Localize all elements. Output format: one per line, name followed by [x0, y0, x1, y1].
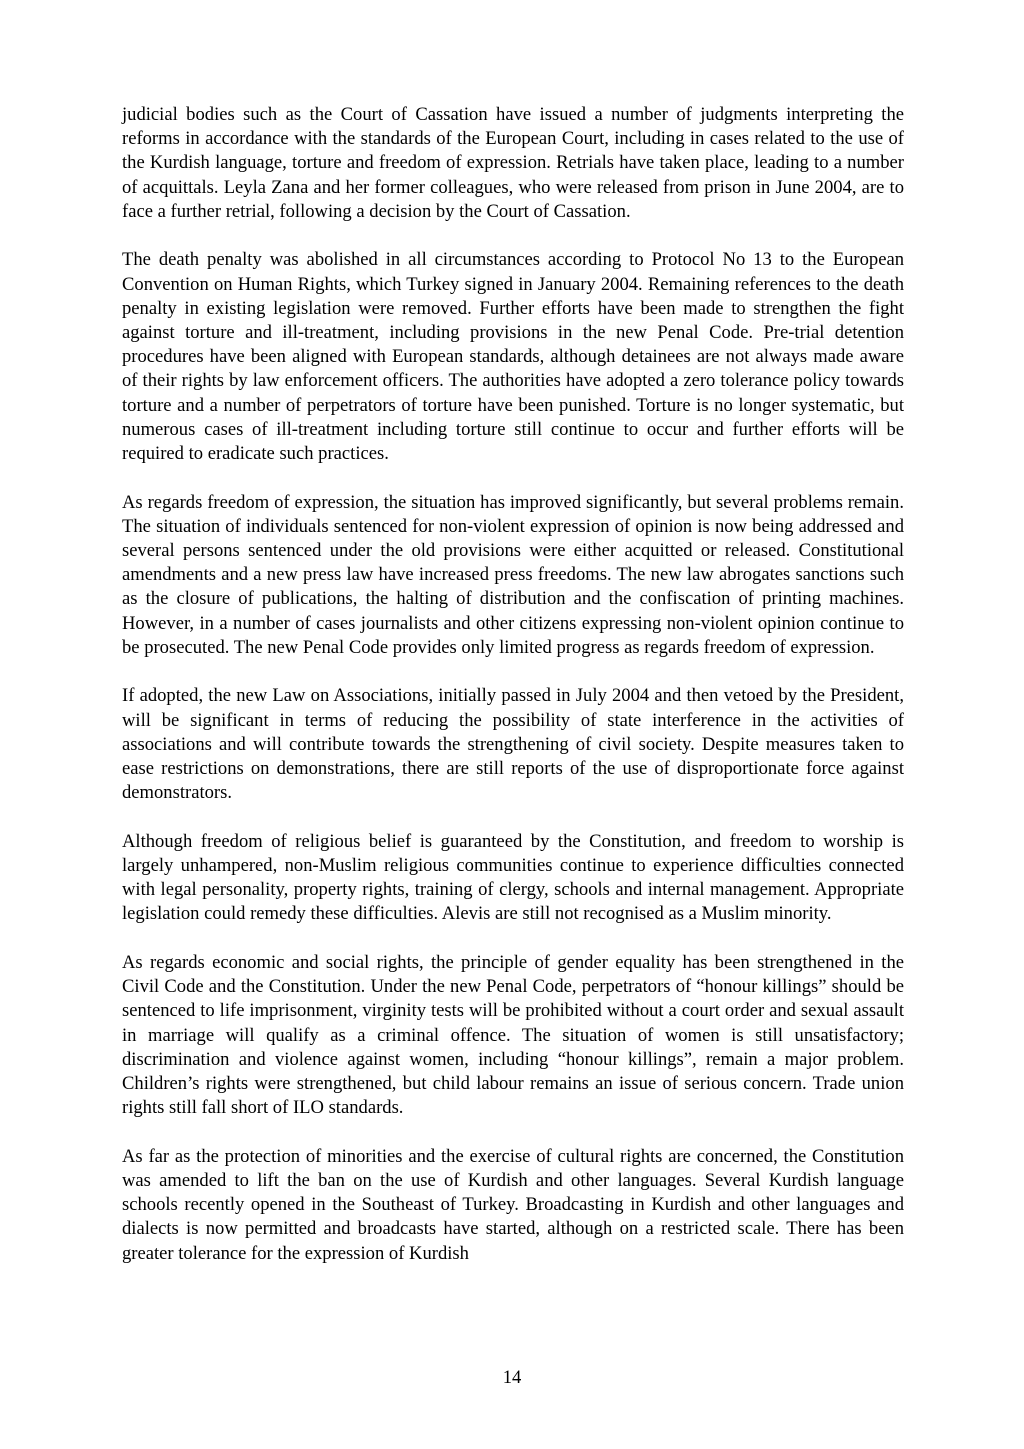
- paragraph-freedom-of-expression: As regards freedom of expression, the situation has improved significantly, but several problems remain. The situation of individuals sentenced for non-violent expression of opinion is now being addressed and several persons sentenced under the old provisions were either acquitted or released. Constitutional amendments and a new press law have increased press freedoms. The new law abrogates sanctions such as the closure of publications, the halting of distribution and the confiscation of printing machines. However, in a number of cases journalists and other citizens expressing non-violent opinion continue to be prosecuted. The new Penal Code provides only limited progress as regards freedom of expression.: [122, 491, 904, 658]
- paragraph-economic-social-rights: As regards economic and social rights, the principle of gender equality has been strengthened in the Civil Code and the Constitution. Under the new Penal Code, perpetrators of “honour killings” should be sentenced to life imprisonment, virginity tests will be prohibited without a court order and sexual assault in marriage will qualify as a criminal offence. The situation of women is still unsatisfactory; discrimination and violence against women, including “honour killings”, remain a major problem. Children’s rights were strengthened, but child labour remains an issue of serious concern. Trade union rights still fall short of ILO standards.: [122, 952, 904, 1119]
- paragraph-religious-freedom: Although freedom of religious belief is guaranteed by the Constitution, and freedom to worship is largely unhampered, non-Muslim religious communities continue to experience difficulties connected with legal personality, property rights, training of clergy, schools and internal management. Appropriate legislation could remedy these difficulties. Alevis are still not recognised as a Muslim minority.: [122, 830, 904, 925]
- page-number: 14: [502, 1367, 522, 1388]
- paragraph-law-on-associations: If adopted, the new Law on Associations, initially passed in July 2004 and then vetoed by the President, will be significant in terms of reducing the possibility of state interference in the activities of associations and will contribute towards the strengthening of civil society. Despite measures taken to ease restrictions on demonstrations, there are still reports of the use of disproportionate force against demonstrators.: [122, 685, 904, 804]
- document-body: [122, 103, 904, 1290]
- paragraph-death-penalty-torture: The death penalty was abolished in all circumstances according to Protocol No 13 to the European Convention on Human Rights, which Turkey signed in January 2004. Remaining references to the death penalty in existing legislation were removed. Further efforts have been made to strengthen the fight against torture and ill-treatment, including provisions in the new Penal Code. Pre-trial detention procedures have been aligned with European standards, although detainees are not always made aware of their rights by law enforcement officers. The authorities have adopted a zero tolerance policy towards torture and a number of perpetrators of torture have been punished. Torture is no longer systematic, but numerous cases of ill-treatment including torture still continue to occur and further efforts will be required to eradicate such practices.: [122, 249, 904, 465]
- paragraph-court-of-cassation: judicial bodies such as the Court of Cassation have issued a number of judgments interpreting the reforms in accordance with the standards of the European Court, including in cases related to the use of the Kurdish language, torture and freedom of expression. Retrials have taken place, leading to a number of acquittals. Leyla Zana and her former colleagues, who were released from prison in June 2004, are to face a further retrial, following a decision by the Court of Cassation.: [122, 104, 904, 222]
- paragraph-minorities-cultural-rights: As far as the protection of minorities and the exercise of cultural rights are concerned, the Constitution was amended to lift the ban on the use of Kurdish and other languages. Several Kurdish language schools recently opened in the Southeast of Turkey. Broadcasting in Kurdish and other languages and dialects is now permitted and broadcasts have started, although on a restricted scale. There has been greater tolerance for the expression of Kurdish: [122, 1145, 904, 1264]
